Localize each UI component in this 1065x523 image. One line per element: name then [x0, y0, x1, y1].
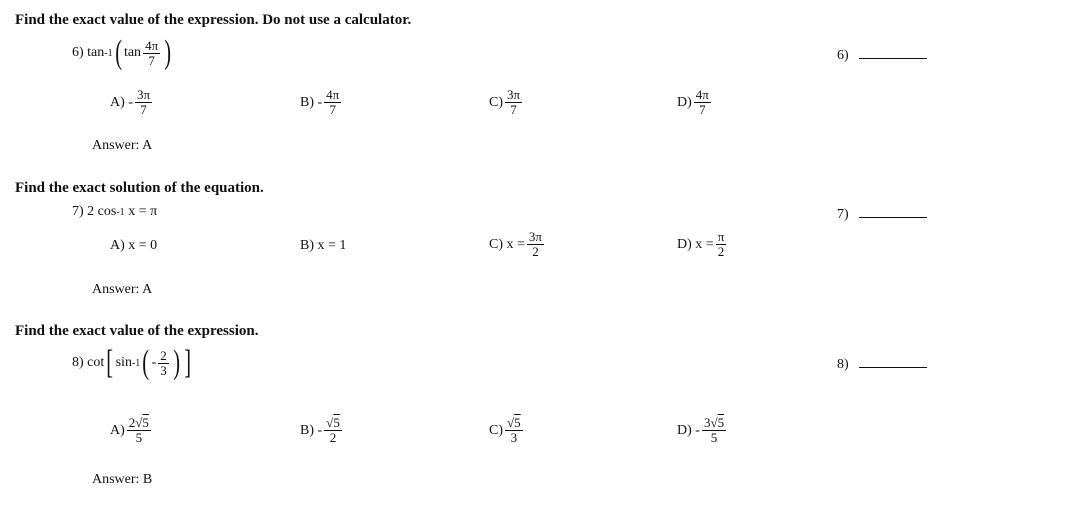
question-7-expression: [72, 204, 157, 220]
option-c: [489, 416, 525, 445]
right-paren: ): [164, 34, 172, 71]
question-number: 6): [72, 45, 84, 60]
option-label: C): [489, 236, 503, 252]
fraction-numerator: 2√5: [128, 415, 149, 430]
fraction: [143, 39, 160, 68]
option-label: D): [677, 422, 692, 438]
option-fraction: [702, 416, 726, 445]
option-sign: -: [128, 94, 133, 110]
fraction-numerator: π: [717, 229, 725, 244]
fraction-denominator: 7: [329, 102, 336, 117]
answer-blank-line: [859, 366, 927, 368]
option-sign: -: [317, 94, 323, 110]
question-number: 8): [72, 355, 84, 370]
answer-7: Answer: A: [92, 282, 153, 297]
answer-slot-8: [837, 357, 927, 373]
side-number: 8): [837, 357, 849, 372]
fraction-denominator: 7: [510, 102, 517, 117]
fraction-numerator: √5: [507, 415, 521, 430]
left-paren: (: [142, 344, 150, 381]
option-label: D): [677, 236, 692, 252]
option-label: A): [110, 238, 125, 253]
option-d: [677, 230, 728, 259]
option-label: C): [489, 94, 503, 110]
option-b: [300, 416, 344, 445]
inner-function: sin: [115, 355, 132, 370]
option-label: B): [300, 94, 314, 110]
answer-blank-line: [859, 216, 927, 218]
option-text: x =: [695, 236, 714, 252]
fraction-denominator: 2: [532, 244, 539, 259]
side-number: 7): [837, 207, 849, 222]
option-fraction: [324, 88, 341, 117]
option-fraction: [505, 88, 522, 117]
option-c: [489, 230, 546, 259]
option-fraction: [127, 416, 151, 445]
option-label: D): [677, 94, 692, 110]
option-sign: -: [317, 422, 323, 438]
option-label: C): [489, 422, 503, 438]
option-a: [110, 416, 153, 445]
section-heading-3: Find the exact value of the expression.: [15, 323, 259, 339]
fraction-denominator: 5: [710, 430, 718, 445]
fraction-numerator: √5: [326, 415, 340, 430]
question-8-expression: [72, 346, 193, 380]
side-number: 6): [837, 48, 849, 63]
fraction-numerator: 2: [160, 347, 167, 363]
question-number: 7): [72, 204, 84, 219]
option-a: [110, 238, 157, 254]
option-b: [300, 238, 346, 254]
fraction-denominator: 7: [699, 102, 706, 117]
inner-function: tan: [123, 45, 142, 60]
option-fraction: [716, 230, 727, 259]
fraction: [158, 349, 169, 378]
fraction-numerator: 3π: [507, 87, 521, 102]
fraction-denominator: 7: [148, 52, 155, 68]
left-paren: (: [114, 34, 122, 71]
section-heading-1: Find the exact value of the expression. Do not use a calculator.: [15, 12, 412, 28]
fraction-numerator: 4π: [326, 87, 340, 102]
radicand: 5: [514, 415, 521, 430]
radicand: 5: [333, 415, 340, 430]
fraction-numerator: 3√5: [703, 415, 725, 430]
fraction-numerator: 3π: [136, 87, 151, 102]
option-text: x = 1: [317, 238, 347, 253]
fraction-numerator: 4π: [695, 87, 709, 102]
right-paren: ): [173, 344, 180, 381]
inverse-exponent: -1: [104, 47, 113, 59]
option-fraction: [135, 88, 152, 117]
answer-slot-6: [837, 48, 927, 64]
fraction-denominator: 3: [160, 362, 167, 378]
fraction-denominator: 2: [717, 244, 725, 259]
option-fraction: [527, 230, 544, 259]
left-bracket: [: [106, 344, 114, 381]
inverse-exponent: -1: [131, 357, 141, 369]
radical-coefficient: 2: [128, 415, 136, 430]
option-d: [677, 88, 713, 117]
option-c: [489, 88, 524, 117]
radicand: 5: [142, 415, 149, 430]
option-a: [110, 88, 154, 117]
answer-blank-line: [859, 57, 927, 59]
fraction-sign: -: [151, 355, 157, 370]
expression-part-a: 2 cos: [87, 204, 117, 219]
fraction-denominator: 2: [329, 430, 337, 445]
option-text: x = 0: [128, 238, 158, 253]
answer-8: Answer: B: [92, 472, 153, 487]
inverse-exponent: -1: [116, 206, 125, 218]
option-fraction: [694, 88, 711, 117]
option-b: [300, 88, 343, 117]
option-text: x =: [506, 236, 525, 252]
right-bracket: ]: [184, 344, 192, 381]
option-label: A): [110, 422, 125, 438]
fraction-numerator: 4π: [145, 37, 159, 53]
option-label: B): [300, 238, 314, 253]
option-d: [677, 416, 728, 445]
radicand: 5: [717, 415, 725, 430]
fraction-numerator: 3π: [528, 229, 542, 244]
answer-slot-7: [837, 207, 927, 223]
expression-part-b: x = π: [128, 204, 158, 219]
question-6-expression: [72, 36, 173, 70]
fraction-denominator: 7: [140, 102, 147, 117]
option-label: A): [110, 94, 125, 110]
fraction-denominator: 5: [135, 430, 143, 445]
option-label: B): [300, 422, 314, 438]
radical-coefficient: 3: [703, 415, 711, 430]
option-sign: -: [695, 422, 700, 438]
option-fraction: [505, 416, 523, 445]
option-fraction: [324, 416, 342, 445]
function-name: cot: [87, 355, 105, 370]
section-heading-2: Find the exact solution of the equation.: [15, 180, 264, 196]
function-name: tan: [87, 45, 105, 60]
answer-6: Answer: A: [92, 138, 153, 153]
fraction-denominator: 3: [510, 430, 518, 445]
